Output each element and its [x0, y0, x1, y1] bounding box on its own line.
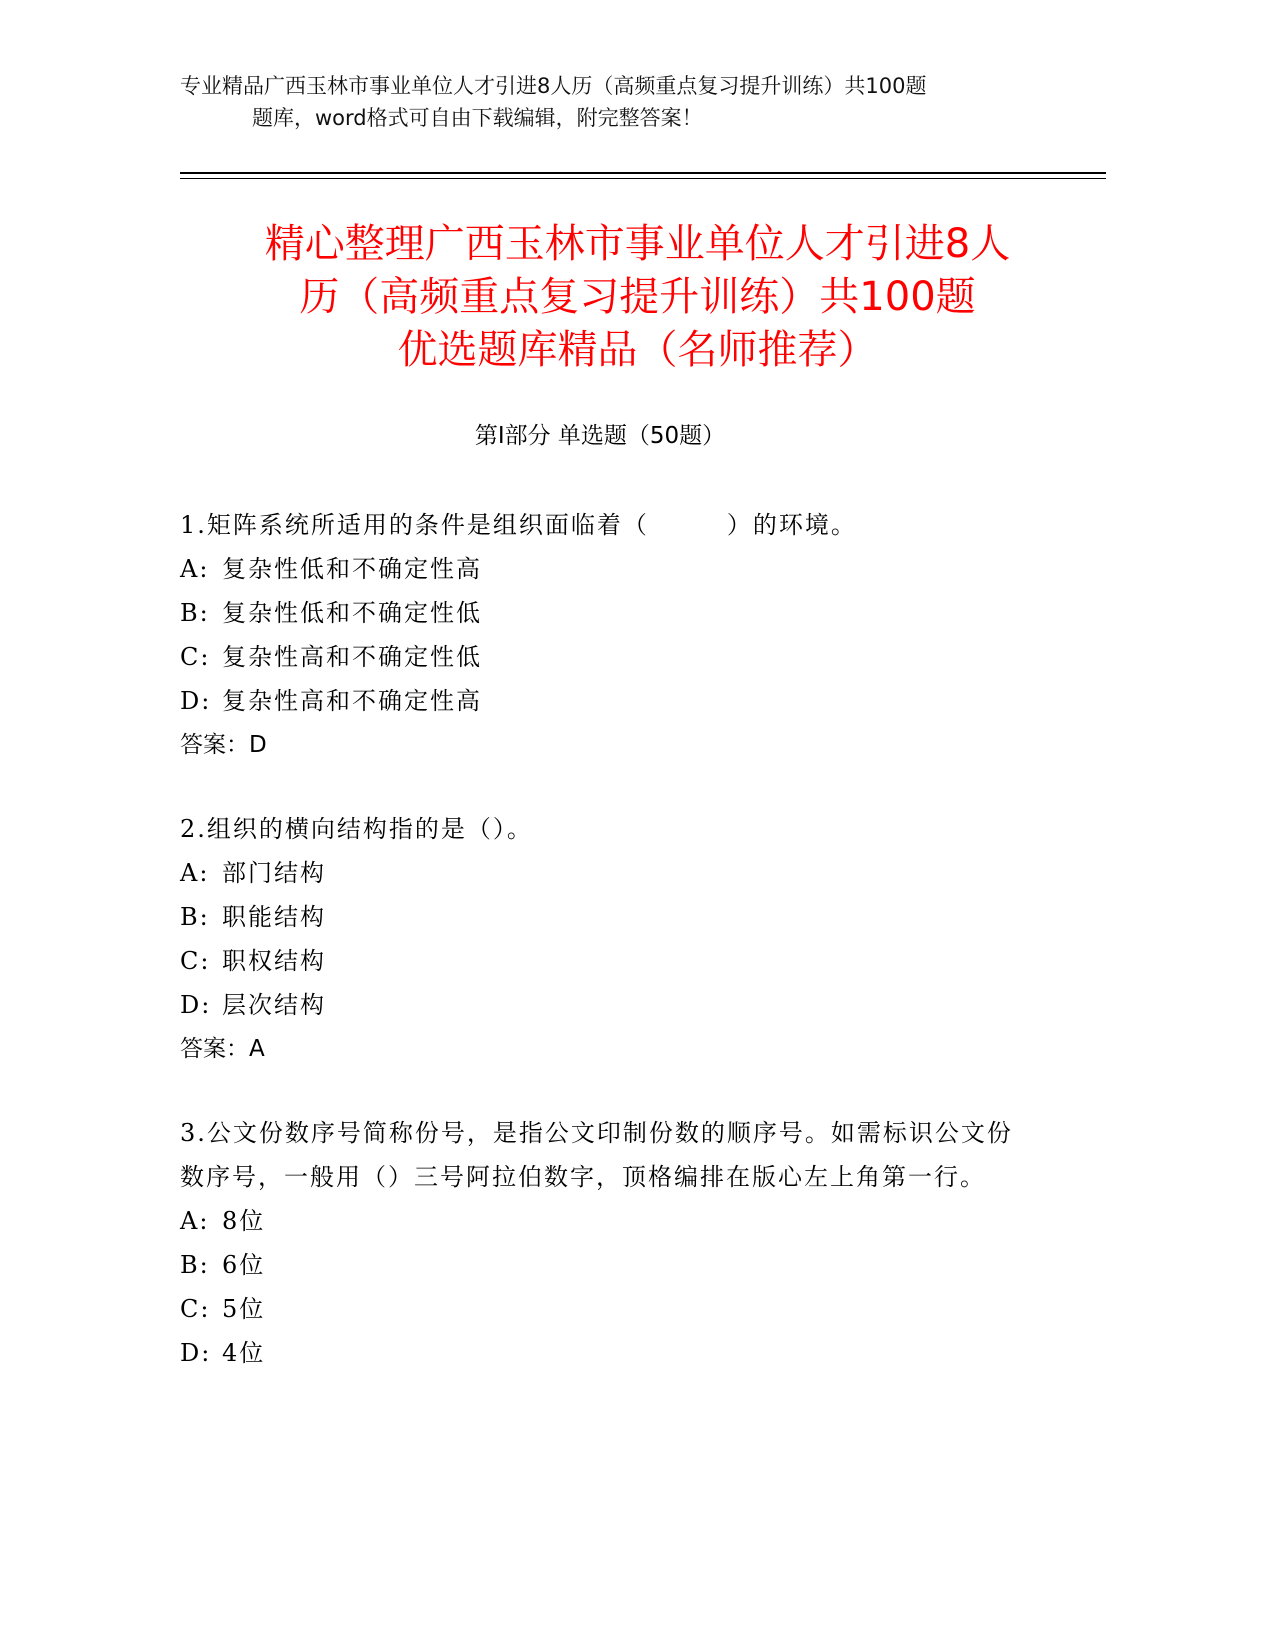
option-c — [180, 939, 1020, 983]
option-text: 4位 — [222, 1339, 266, 1367]
option-text: 复杂性低和不确定性高 — [222, 555, 482, 583]
option-d — [180, 1331, 1020, 1375]
question-1 — [180, 503, 1020, 767]
option-text: 复杂性高和不确定性低 — [222, 643, 482, 671]
option-text: 层次结构 — [222, 991, 326, 1019]
header-line-2: 题库，word格式可自由下载编辑，附完整答案！ — [252, 106, 703, 130]
option-d — [180, 679, 1020, 723]
answer: 答案：D — [180, 732, 267, 758]
option-letter: C: — [180, 1295, 211, 1323]
header-divider-thin — [180, 178, 1106, 179]
option-letter: B: — [180, 599, 210, 627]
question-3 — [180, 1111, 1020, 1375]
option-letter: A: — [180, 1207, 210, 1235]
option-letter: C: — [180, 643, 211, 671]
question-2 — [180, 807, 1020, 1071]
option-text: 职能结构 — [222, 903, 326, 931]
option-a — [180, 1199, 1020, 1243]
option-a — [180, 547, 1020, 591]
option-b — [180, 591, 1020, 635]
option-letter: C: — [180, 947, 211, 975]
question-stem: 1.矩阵系统所适用的条件是组织面临着（ ）的环境。 — [180, 511, 857, 539]
option-letter: D: — [180, 687, 212, 715]
option-letter: A: — [180, 555, 210, 583]
header-divider-thick — [180, 172, 1106, 174]
title-line-3: 优选题库精品（名师推荐） — [397, 327, 878, 373]
question-stem: 2.组织的横向结构指的是（）。 — [180, 815, 533, 843]
option-b — [180, 1243, 1020, 1287]
option-text: 8位 — [222, 1207, 266, 1235]
option-c — [180, 635, 1020, 679]
option-text: 部门结构 — [222, 859, 326, 887]
question-stem: 3.公文份数序号简称份号，是指公文印制份数的顺序号。如需标识公文份数序号，一般用（）三号阿拉伯数字，顶格编排在版心左上角第一行。 — [180, 1119, 1013, 1191]
question-list — [180, 503, 1020, 1415]
option-letter: B: — [180, 1251, 210, 1279]
option-text: 职权结构 — [222, 947, 326, 975]
page-header — [180, 70, 1080, 134]
answer: 答案：A — [180, 1036, 265, 1062]
section-heading: 第Ⅰ部分 单选题（50题） — [474, 423, 726, 449]
option-text: 复杂性低和不确定性低 — [222, 599, 482, 627]
title-line-2: 历（高频重点复习提升训练）共100题 — [299, 274, 976, 320]
option-letter: D: — [180, 1339, 212, 1367]
option-text: 6位 — [222, 1251, 266, 1279]
option-a — [180, 851, 1020, 895]
option-d — [180, 983, 1020, 1027]
option-letter: A: — [180, 859, 210, 887]
option-letter: B: — [180, 903, 210, 931]
option-c — [180, 1287, 1020, 1331]
option-text: 复杂性高和不确定性高 — [222, 687, 482, 715]
option-b — [180, 895, 1020, 939]
header-line-1: 专业精品广西玉林市事业单位人才引进8人历（高频重点复习提升训练）共100题 — [180, 74, 927, 98]
document-title — [150, 218, 1125, 377]
title-line-1: 精心整理广西玉林市事业单位人才引进8人 — [264, 221, 1011, 267]
option-letter: D: — [180, 991, 212, 1019]
option-text: 5位 — [222, 1295, 266, 1323]
